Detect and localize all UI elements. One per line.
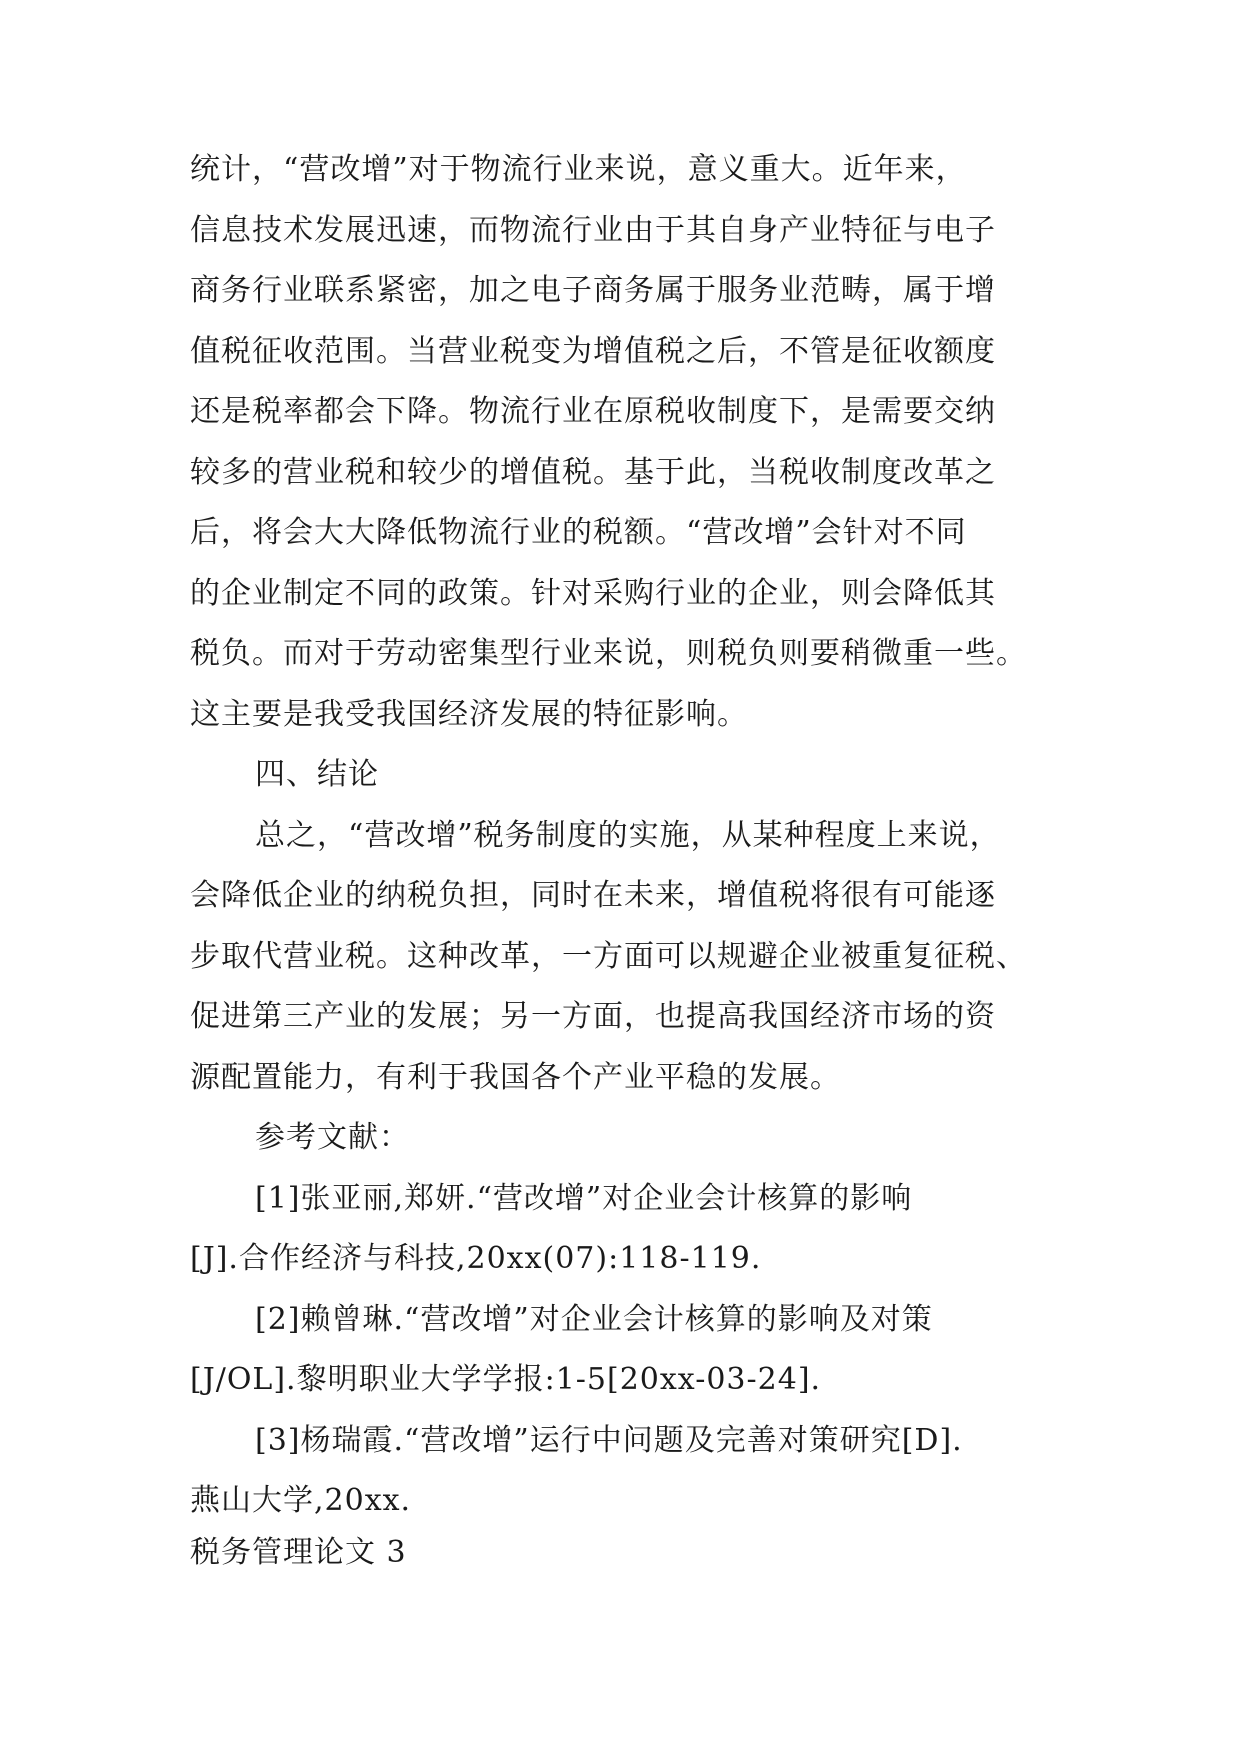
paragraph-line: 税负。而对于劳动密集型行业来说，则税负则要稍微重一些。: [190, 636, 1027, 671]
paragraph-line: 信息技术发展迅速，而物流行业由于其自身产业特征与电子: [190, 213, 996, 248]
paragraph-line: 较多的营业税和较少的增值税。基于此，当税收制度改革之: [190, 455, 996, 490]
section-heading-references: 参考文献：: [255, 1120, 410, 1155]
reference-line: [1]张亚丽,郑妍.“营改增”对企业会计核算的影响: [255, 1181, 913, 1216]
conclusion-line: 促进第三产业的发展；另一方面，也提高我国经济市场的资: [190, 999, 996, 1034]
reference-line: [2]赖曾琳.“营改增”对企业会计核算的影响及对策: [255, 1302, 933, 1337]
paragraph-line: 的企业制定不同的政策。针对采购行业的企业，则会降低其: [190, 576, 996, 611]
paragraph-line: 商务行业联系紧密，加之电子商务属于服务业范畴，属于增: [190, 273, 996, 308]
next-section-title: 税务管理论文 3: [190, 1535, 407, 1570]
reference-line: 燕山大学,20xx.: [190, 1483, 412, 1518]
conclusion-line: 步取代营业税。这种改革，一方面可以规避企业被重复征税、: [190, 939, 1027, 974]
reference-line: [J/OL].黎明职业大学学报:1-5[20xx-03-24].: [190, 1362, 822, 1397]
paragraph-line: 值税征收范围。当营业税变为增值税之后，不管是征收额度: [190, 334, 996, 369]
paragraph-line: 后，将会大大降低物流行业的税额。“营改增”会针对不同: [190, 515, 967, 550]
reference-line: [3]杨瑞霞.“营改增”运行中问题及完善对策研究[D].: [255, 1423, 963, 1458]
paragraph-line: 这主要是我受我国经济发展的特征影响。: [190, 697, 748, 732]
conclusion-line: 源配置能力，有利于我国各个产业平稳的发展。: [190, 1060, 841, 1095]
paragraph-line: 还是税率都会下降。物流行业在原税收制度下，是需要交纳: [190, 394, 996, 429]
paragraph-line: 统计，“营改增”对于物流行业来说，意义重大。近年来，: [190, 152, 967, 187]
reference-line: [J].合作经济与科技,20xx(07):118-119.: [190, 1241, 762, 1276]
conclusion-line: 总之，“营改增”税务制度的实施，从某种程度上来说，: [255, 818, 1001, 853]
section-heading-conclusion: 四、结论: [255, 757, 379, 792]
conclusion-line: 会降低企业的纳税负担，同时在未来，增值税将很有可能逐: [190, 878, 996, 913]
